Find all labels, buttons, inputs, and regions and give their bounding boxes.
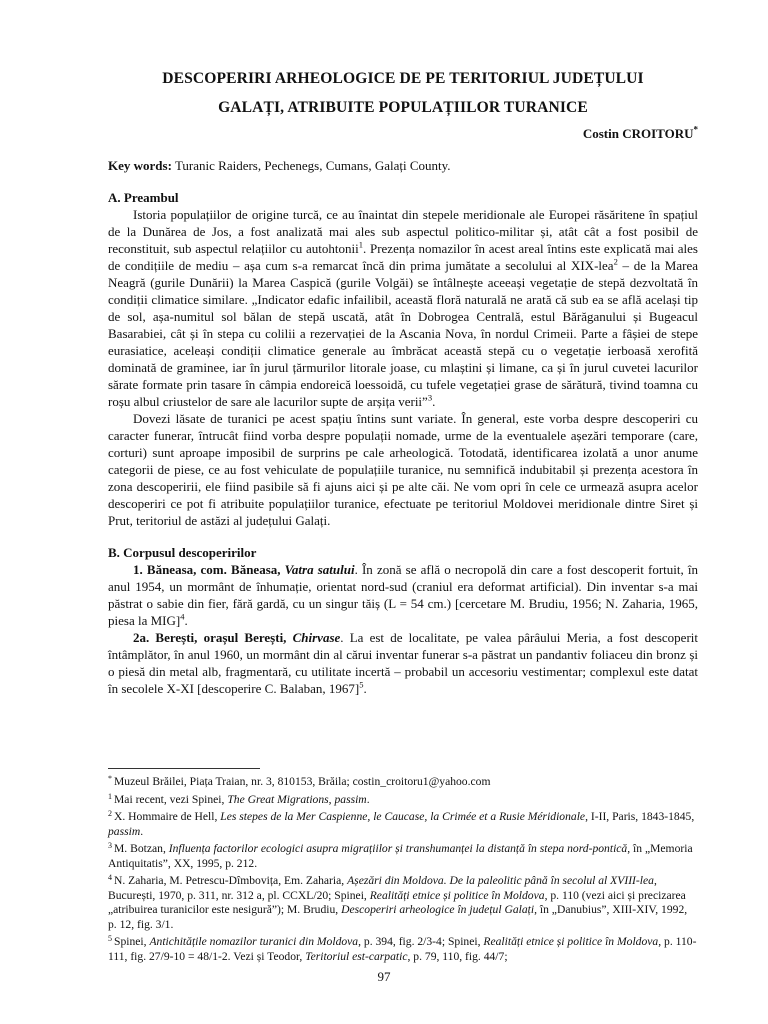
footnote-text: , București, 1970, p. 311, nr. 312 a, pl. CCXL/20; Spinei, xyxy=(108,874,657,902)
title-line-1: DESCOPERIRI ARHEOLOGICE DE PE TERITORIUL JUDEȚULUI xyxy=(162,70,644,87)
section-heading-b: B. Corpusul descoperirilor xyxy=(108,545,257,560)
footnote xyxy=(108,772,698,790)
paragraph-a2: Dovezi lăsate de turanici pe acest spațiu întins sunt variate. În general, este vorba despre descoperiri cu caracter funerar, întrucât fiind vorba despre populații nomade, urme de la eventualele așezări temporare (care, corturi) sunt aproape imposibil de surprins pe cale arheologică. Totodată, identificarea izolată a unor anume categorii de piese, ce au fost vehiculate de populațiile turanice, nu semnifică indubitabil și prezența acestora în zona descoperirii, ele fiind pasibile să fi ajuns aici și pe alte căi. Ne vom opri în cele ce urmează asupra acelor descoperiri ce pot fi atribuite populațiilor turanice, efectuate pe teritoriul Moldovei meridionale dintre Siret și Prut, teritoriul de astăzi al județului Galați. xyxy=(108,411,698,528)
footnote-text: Muzeul Brăilei, Piața Traian, nr. 3, 810153, Brăila; costin_croitoru1@yahoo.com xyxy=(114,775,491,788)
footnote-text: , p. 110 (vezi aici și precizarea „atribuirea turanicilor este nesigură”); M. Brudiu, xyxy=(108,888,686,916)
entry-baneasa: 1. Băneasa, com. Băneasa, Vatra satului. În zonă se află o necropolă din care a fost descoperit fortuit, în anul 1954, un mormânt de înhumație, orientat nord-sud (craniul era deformat artificial). Din inventar s-a mai păstrat o sabie din fier, fără gardă, cu un singur tăiș (L = 54 cm.) [cercetare M. Brudiu, 1956; N. Zaharia, 1965, piesa la MIG]$^4$. xyxy=(108,562,698,628)
footnote-text: The Great Migrations xyxy=(227,792,329,806)
section-heading-a: A. Preambul xyxy=(108,190,179,205)
footnote-text: , xyxy=(328,792,335,806)
footnote-text: N. Zaharia, M. Petrescu-Dîmbovița, Em. Zaharia, xyxy=(114,874,348,887)
article xyxy=(108,64,698,697)
footnote-text: Descoperiri arheologice în județul Galați xyxy=(341,903,535,916)
footnote-text: Influența factorilor ecologici asupra migrațiilor și transhumanței la distanță în stepa nord-pontică xyxy=(168,842,628,855)
footnote-text: , I-II, Paris, 1843-1845, xyxy=(585,810,695,823)
footnote-separator xyxy=(108,768,260,769)
footnote-text: . xyxy=(140,824,144,838)
footnote-ref: 3 xyxy=(427,392,433,403)
footnote-text: Spinei, xyxy=(114,935,150,948)
title-line-2: GALAȚI, ATRIBUITE POPULAȚIILOR TURANICE xyxy=(218,99,588,116)
footnote-text: Antichitățile nomazilor turanici din Moldova xyxy=(149,935,359,948)
footnote xyxy=(108,932,698,964)
footnote-text: X. Hommaire de Hell, xyxy=(114,810,221,823)
author-name: Costin CROITORU xyxy=(582,126,694,141)
footnote xyxy=(108,839,698,871)
footnote-text: Les stepes de la Mer Caspienne, le Caucase, la Crimée et a Rusie Méridionale xyxy=(220,810,586,823)
author xyxy=(108,126,698,142)
footnote-text: Teritoriul est-carpatic xyxy=(305,949,408,963)
footnote-text: Realități etnice și politice în Moldova xyxy=(483,935,659,948)
footnote-text: , în „Danubius”, XIII-XIV, 1992, p. 12, fig. 3/1. xyxy=(108,903,688,931)
footnote-text: Realități etnice și politice în Moldova xyxy=(369,888,545,902)
footnote xyxy=(108,871,698,932)
footnote-ref: 2 xyxy=(613,256,618,267)
keywords-label: Key words: xyxy=(108,158,172,173)
footnote xyxy=(108,807,698,839)
footnotes xyxy=(108,772,698,964)
footnote-text: , p. 110-111, fig. 27/9-10 = 48/1-2. Vezi și Teodor, xyxy=(108,935,697,963)
footnote-ref: 1 xyxy=(358,239,363,250)
page-number: 97 xyxy=(377,969,391,984)
footnote-text: , p. 394, fig. 2/3-4; Spinei, xyxy=(358,935,484,948)
article-title xyxy=(108,64,698,122)
footnote-mark: 4 xyxy=(108,873,112,882)
footnote-mark: 3 xyxy=(108,841,112,850)
footnote-mark: 5 xyxy=(108,934,112,943)
keywords xyxy=(108,158,698,174)
footnote-text: Mai recent, vezi Spinei, xyxy=(114,792,228,806)
footnote-text: M. Botzan, xyxy=(114,842,169,855)
paragraph-a1: Istoria populațiilor de origine turcă, ce au înaintat din stepele meridionale ale Europei răsăritene în spațiul de la Dunărea de Jos, a fost analizată mai ales sub aspectul politico-militar și, atât cât a fost posibil de reconstituit, sub aspectul relațiilor cu autohtonii$^1$. Prezența nomazilor în acest areal întins este explicată mai ales de condițiile de mediu – așa cum s-a remarcat încă din prima jumătate a secolului al XIX-lea$^2$ – de la Marea Neagră (gurile Dunării) la Marea Caspică (gurile Volgăi) se întâlnește aceeași vegetație de stepă dezvoltată în condiții climatice similare. „Indicator edafic infailibil, această floră naturală ne arată că sub ea se află același tip de sol, așa-numitul sol bălan de stepă uscată, atât în Dobrogea Centrală, estul Bărăganului și Bugeacul Basarabiei, cât și în stepa cu colilii a rezervației de la Ascania Nova, în nordul Crimeii. Parte a fâșiei de stepe eurasiatice, aceleași condiții climatice generale au îmbrăcat această stepă cu o vegetație ierboasă xerofită dominată de graminee, iar în jurul țărmurilor litorale joase, cu mlaștini și limane, ca și în jurul cuvetei lacurilor sărate formate prin tasare în câmpia endoreică loessoidă, cu tufele vegetației grase de sărătură, tivind toamna cu roșu albul criustelor de sare ale lacurilor supte de arșița verii”$^3$. xyxy=(108,207,698,409)
footnote-text: passim xyxy=(334,792,367,806)
keywords-text: Turanic Raiders, Pechenegs, Cumans, Galați County. xyxy=(174,158,451,173)
footnote-text: , p. 79, 110, fig. 44/7; xyxy=(407,949,508,963)
footnote-ref: 5 xyxy=(359,679,364,690)
footnote-text: , în „Memoria Antiquitatis”, XX, 1995, p. 212. xyxy=(108,842,693,870)
author-footnote-mark: * xyxy=(693,124,698,135)
footnote-text: . xyxy=(366,792,370,806)
footnote-text: passim xyxy=(108,824,141,838)
footnote xyxy=(108,790,698,808)
footnote-mark: 1 xyxy=(108,791,112,801)
footnote-mark: 2 xyxy=(108,809,112,818)
footnote-ref: 4 xyxy=(180,611,185,622)
footnote-text: Așezări din Moldova. De la paleolitic până în secolul al XVIII-lea xyxy=(347,874,654,887)
footnote-mark: * xyxy=(108,774,112,783)
entry-beresti: 2a. Berești, orașul Berești, Chirvase. La est de localitate, pe valea pârâului Meria, a fost descoperit întâmplător, în anul 1960, un mormânt din al cărui inventar funerar s-a păstrat un pandantiv foliaceu din bronz și o piesă din metal alb, fragmentară, cu utilitate incertă – probabil un accesoriu vestimentar; complexul este datat în secolele X-XI [descoperire C. Balaban, 1967]$^5$. xyxy=(108,630,698,696)
